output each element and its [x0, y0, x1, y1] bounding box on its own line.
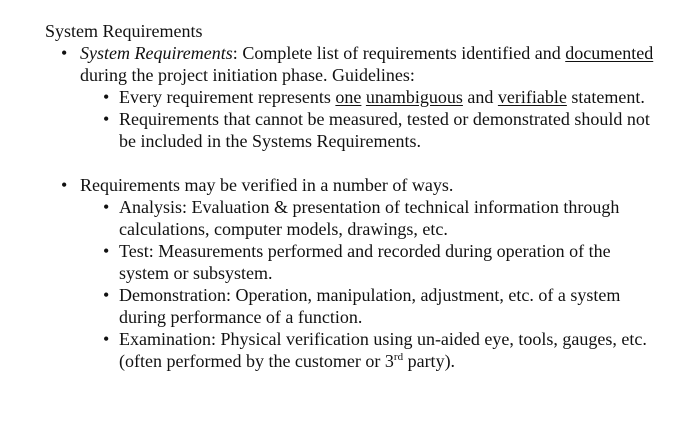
top-level-list [45, 42, 685, 372]
underlined-unambiguous: unambiguous [365, 87, 463, 107]
underlined-verifiable: verifiable [497, 87, 567, 107]
guideline-text: statement. [566, 87, 645, 107]
method-analysis: • Analysis: Evaluation & presentation of technical information through calculations, computer models, drawings, etc. [103, 196, 685, 240]
list-item-system-requirements [45, 42, 685, 152]
underlined-one: one [335, 87, 362, 107]
guidelines-list [103, 86, 685, 152]
list-item-verification [45, 174, 685, 372]
document-body [45, 20, 685, 372]
method-demonstration: • Demonstration: Operation, manipulation, adjustment, etc. of a system during performance of a function. [103, 284, 685, 328]
guideline-item [103, 86, 685, 108]
verification-methods-list [103, 196, 685, 372]
system-requirements-term: System Requirements [80, 43, 233, 63]
definition-text-b: during the project initiation phase. Guidelines: [80, 65, 415, 85]
method-examination [103, 328, 685, 372]
heading: System Requirements [45, 21, 203, 41]
spacer [45, 152, 685, 174]
examination-text-end: party). [403, 351, 456, 371]
underlined-documented: documented [565, 43, 654, 63]
superscript-rd: rd [393, 351, 404, 363]
definition-text-a: Complete list of requirements identified and [237, 43, 566, 63]
guideline-text: Every requirement represents [119, 87, 336, 107]
guideline-item: • Requirements that cannot be measured, tested or demonstrated should not be included in the Systems Requirements. [103, 108, 685, 152]
verification-intro: Requirements may be verified in a number of ways. [80, 175, 454, 195]
guideline-text: and [462, 87, 498, 107]
method-test: • Test: Measurements performed and recorded during operation of the system or subsystem. [103, 240, 685, 284]
examination-text: Examination: Physical verification using un-aided eye, tools, gauges, etc. (often performed by the customer or 3 [119, 329, 647, 371]
term-colon: : [232, 43, 238, 63]
